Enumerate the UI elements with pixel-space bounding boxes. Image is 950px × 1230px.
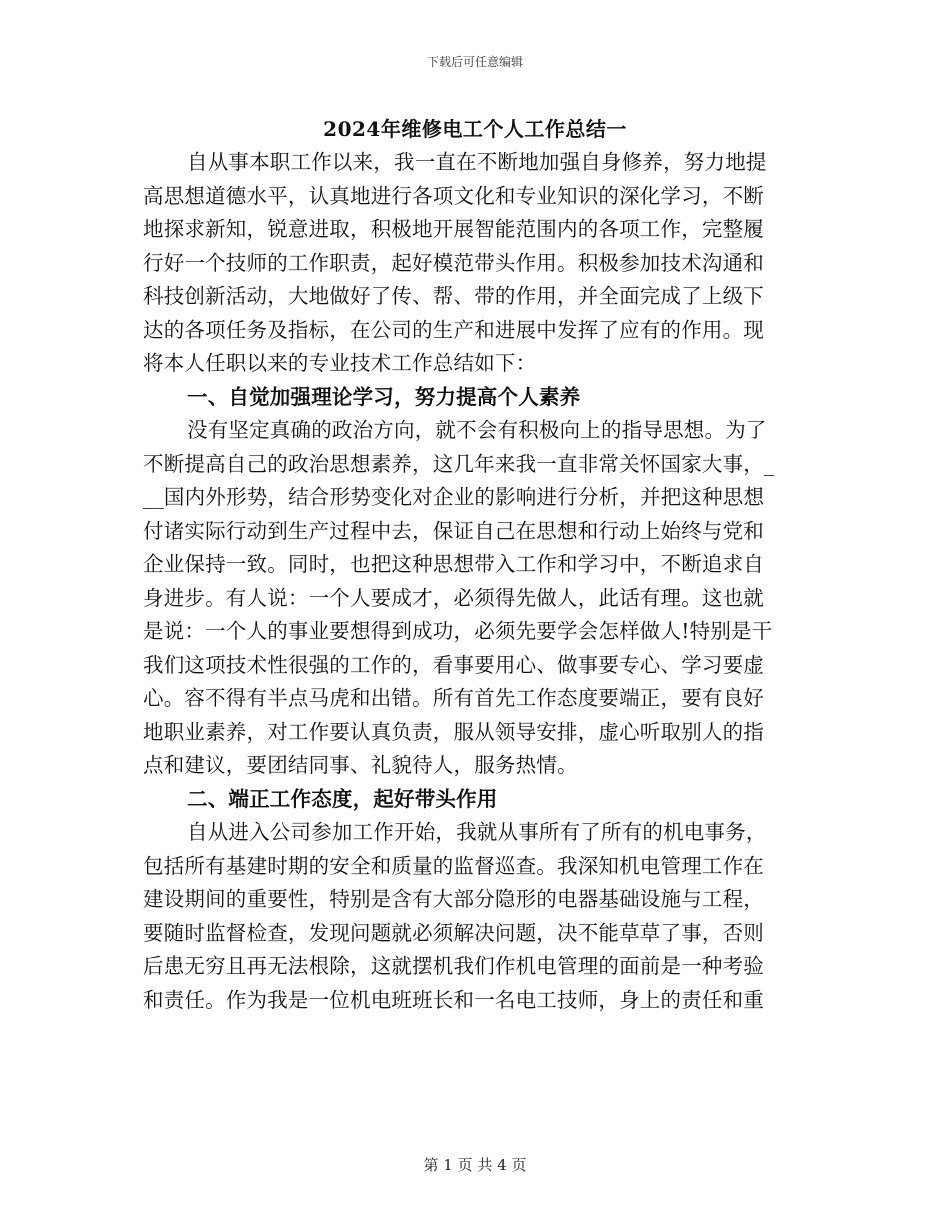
text-line: 我们这项技术性很强的工作的，看事要用心、做事要专心、学习要虚	[143, 652, 764, 677]
text-line: 行好一个技师的工作职责，起好模范带头作用。积极参加技术沟通和	[143, 250, 764, 275]
section-heading: 一、自觉加强理论学习，努力提高个人素养	[187, 384, 581, 409]
text-line: 地职业素养，对工作要认真负责，服从领导安排，虚心听取别人的指	[143, 719, 764, 744]
text-line: 没有坚定真确的政治方向，就不会有积极向上的指导思想。为了	[187, 418, 767, 442]
text-line: 包括所有基建时期的安全和质量的监督巡查。我深知机电管理工作在	[143, 853, 764, 878]
text-line: 科技创新活动，大地做好了传、帮、带的作用，并全面完成了上级下	[143, 284, 764, 308]
text-line: 身进步。有人说：一个人要成才，必须得先做人，此话有理。这也就	[143, 585, 764, 610]
page-footer: 第 1 页 共 4 页	[423, 1156, 527, 1174]
text-line: 达的各项任务及指标，在公司的生产和进展中发挥了应有的作用。现	[143, 317, 764, 342]
text-line: 付诸实际行动到生产过程中去，保证自己在思想和行动上始终与党和	[143, 518, 764, 543]
text-line: __国内外形势，结合形势变化对企业的影响进行分析，并把这种思想	[143, 485, 765, 509]
text-line: 是说：一个人的事业要想得到成功，必须先要学会怎样做人!特别是干	[143, 619, 773, 643]
text-line: 企业保持一致。同时，也把这种思想带入工作和学习中，不断追求自	[143, 552, 764, 576]
text-line: 高思想道德水平，认真地进行各项文化和专业知识的深化学习，不断	[143, 183, 764, 208]
document-title: 2024年维修电工个人工作总结一	[323, 117, 627, 141]
text-line: 地探求新知，锐意进取，积极地开展智能范围内的各项工作，完整履	[143, 217, 764, 241]
section-heading: 二、端正工作态度，起好带头作用	[187, 786, 498, 811]
text-line: 自从事本职工作以来，我一直在不断地加强自身修养，努力地提	[187, 150, 767, 174]
text-line: 心。容不得有半点马虎和出错。所有首先工作态度要端正，要有良好	[143, 686, 764, 710]
text-line: 后患无穷且再无法根除，这就摆机我们作机电管理的面前是一种考验	[143, 954, 764, 978]
document-body	[143, 146, 807, 1017]
text-line: 不断提高自己的政治思想素养，这几年来我一直非常关怀国家大事，_	[143, 451, 775, 476]
text-line: 建设期间的重要性，特别是含有大部分隐形的电器基础设施与工程，	[143, 887, 764, 911]
text-line: 将本人任职以来的专业技术工作总结如下：	[143, 351, 537, 375]
text-line: 和责任。作为我是一位机电班班长和一名电工技师，身上的责任和重	[143, 987, 764, 1012]
text-line: 要随时监督检查，发现问题就必须解决问题，决不能草草了事，否则	[143, 920, 764, 945]
text-line: 点和建议，要团结同事、礼貌待人，服务热情。	[143, 753, 578, 777]
header-note: 下载后可任意编辑	[426, 55, 523, 69]
text-line: 自从进入公司参加工作开始，我就从事所有了所有的机电事务，	[187, 820, 767, 844]
